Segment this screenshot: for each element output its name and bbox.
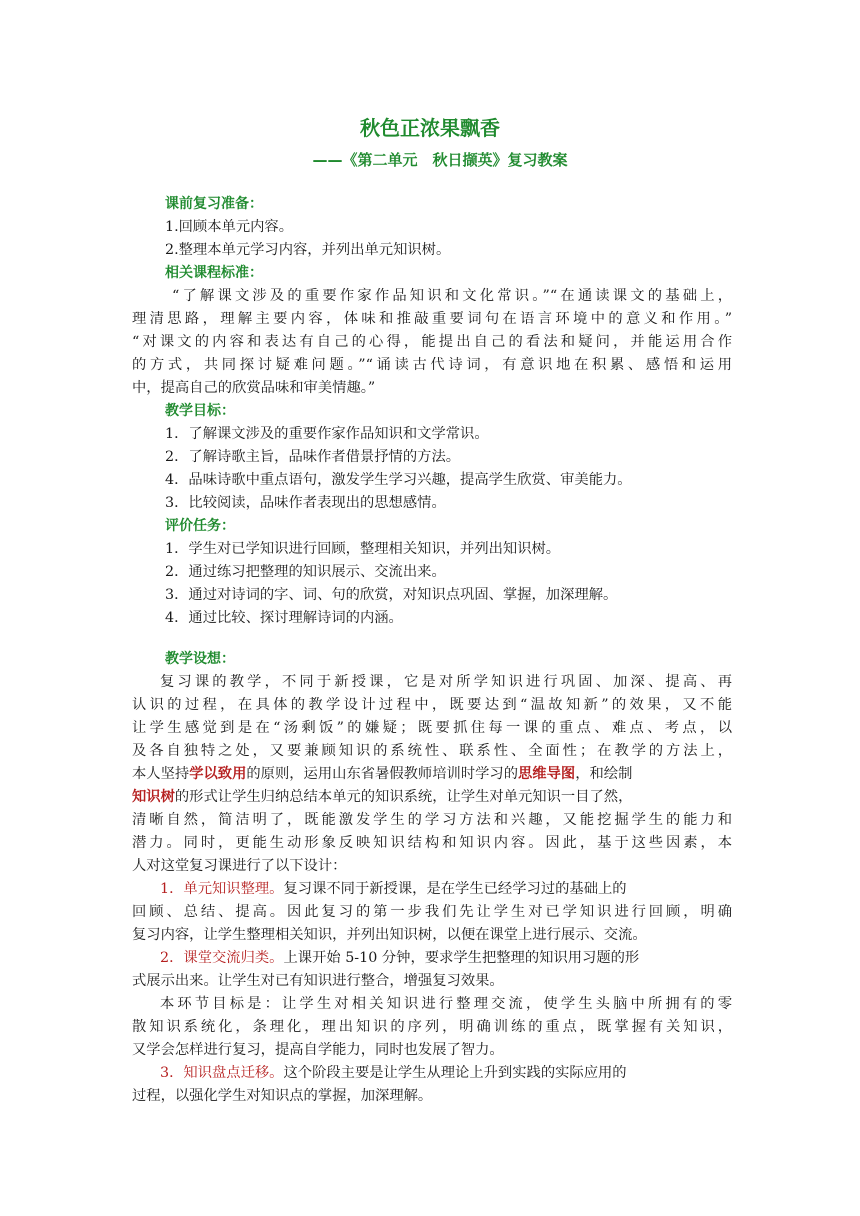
goal-item: 3．比较阅读，品味作者表现出的思想感情。 bbox=[165, 495, 446, 511]
design-line: 人对这堂复习课进行了以下设计： bbox=[132, 858, 347, 874]
task-item: 1．学生对已学知识进行回顾，整理相关知识，并列出知识树。 bbox=[165, 541, 561, 557]
design-line: 清晰自然，简洁明了，既能激发学生的学习方法和兴趣，又能挖掘学生的能力和 bbox=[132, 812, 732, 828]
design-line: 潜力。同时，更能生动形象反映知识结构和知识内容。因此，基于这些因素，本 bbox=[132, 835, 732, 851]
design-line: 知识树的形式让学生归纳总结本单元的知识系统，让学生对单元知识一目了然， bbox=[132, 789, 633, 805]
design-line: 回顾、总结、提高。因此复习的第一步我们先让学生对已学知识进行回顾，明确 bbox=[132, 904, 732, 920]
task-item: 2．通过练习把整理的知识展示、交流出来。 bbox=[165, 564, 446, 580]
task-item: 3．通过对诗词的字、词、句的欣赏，对知识点巩固、掌握，加深理解。 bbox=[165, 587, 618, 603]
design-line: 认识的过程，在具体的教学设计过程中，既要达到“温故知新”的效果，又不能 bbox=[132, 697, 732, 713]
highlight-term: 学以致用 bbox=[189, 766, 247, 782]
goal-item: 2．了解诗歌主旨，品味作者借景抒情的方法。 bbox=[165, 449, 461, 465]
highlight-term: 知识树 bbox=[132, 789, 175, 805]
design-heading: 教学设想： bbox=[165, 651, 235, 667]
highlight-term: 思维导图 bbox=[518, 766, 576, 782]
design-line: 过程，以强化学生对知识点的掌握，加深理解。 bbox=[132, 1088, 433, 1104]
prep-item: 2.整理本单元学习内容，并列出单元知识树。 bbox=[165, 242, 451, 258]
step-2: 2．课堂交流归类。上课开始 5-10 分钟，要求学生把整理的知识用习题的形 bbox=[160, 950, 640, 966]
document-body bbox=[132, 193, 732, 1108]
standards-line: 中，提高自己的欣赏品味和审美情趣。” bbox=[132, 380, 376, 396]
standards-line: 理清思路，理解主要内容，体味和推敲重要词句在语言环境中的意义和作用。” bbox=[132, 311, 732, 327]
design-line: 散知识系统化，条理化，理出知识的序列，明确训练的重点，既掌握有关知识， bbox=[132, 1019, 732, 1035]
goal-item: 4．品味诗歌中重点语句，激发学生学习兴趣，提高学生欣赏、审美能力。 bbox=[165, 472, 632, 488]
design-line: 本环节目标是：让学生对相关知识进行整理交流，使学生头脑中所拥有的零 bbox=[160, 996, 732, 1012]
standards-line: “对课文的内容和表达有自己的心得，能提出自己的看法和疑问，并能运用合作 bbox=[132, 334, 732, 350]
design-line: 本人坚持学以致用的原则，运用山东省暑假教师培训时学习的思维导图，和绘制 bbox=[132, 766, 633, 782]
step-label: 1．单元知识整理。 bbox=[160, 881, 284, 897]
step-label: 2．课堂交流归类。 bbox=[160, 950, 284, 966]
document-title: 秋色正浓果飘香 bbox=[360, 116, 500, 140]
step-1: 1．单元知识整理。复习课不同于新授课，是在学生已经学习过的基础上的 bbox=[160, 881, 627, 897]
design-line: 式展示出来。让学生对已有知识进行整合，增强复习效果。 bbox=[132, 973, 504, 989]
design-line: 又学会怎样进行复习，提高自学能力，同时也发展了智力。 bbox=[132, 1042, 504, 1058]
prep-heading: 课前复习准备： bbox=[165, 196, 263, 212]
goals-heading: 教学目标： bbox=[165, 403, 235, 419]
standards-line: “了解课文涉及的重要作家作品知识和文化常识。”“在通读课文的基础上， bbox=[172, 288, 732, 304]
design-line: 及各自独特之处，又要兼顾知识的系统性、联系性、全面性；在教学的方法上， bbox=[132, 743, 732, 759]
step-3: 3．知识盘点迁移。这个阶段主要是让学生从理论上升到实践的实际应用的 bbox=[160, 1065, 627, 1081]
document-subtitle: ——《第二单元 秋日撷英》复习教案 bbox=[312, 151, 568, 169]
design-line: 复习课的教学，不同于新授课，它是对所学知识进行巩固、加深、提高、再 bbox=[160, 674, 732, 690]
prep-item: 1.回顾本单元内容。 bbox=[165, 219, 294, 235]
step-label: 3．知识盘点迁移。 bbox=[160, 1065, 284, 1081]
standards-heading: 相关课程标准： bbox=[165, 265, 263, 281]
goal-item: 1．了解课文涉及的重要作家作品知识和文学常识。 bbox=[165, 426, 489, 442]
standards-line: 的方式，共同探讨疑难问题。”“诵读古代诗词，有意识地在积累、感悟和运用 bbox=[132, 357, 732, 373]
design-line: 复习内容，让学生整理相关知识，并列出知识树，以便在课堂上进行展示、交流。 bbox=[132, 927, 647, 943]
task-item: 4．通过比较、探讨理解诗词的内涵。 bbox=[165, 610, 403, 626]
tasks-heading: 评价任务： bbox=[165, 518, 235, 534]
design-line: 让学生感觉到是在“汤剩饭”的嫌疑；既要抓住每一课的重点、难点、考点，以 bbox=[132, 720, 732, 736]
